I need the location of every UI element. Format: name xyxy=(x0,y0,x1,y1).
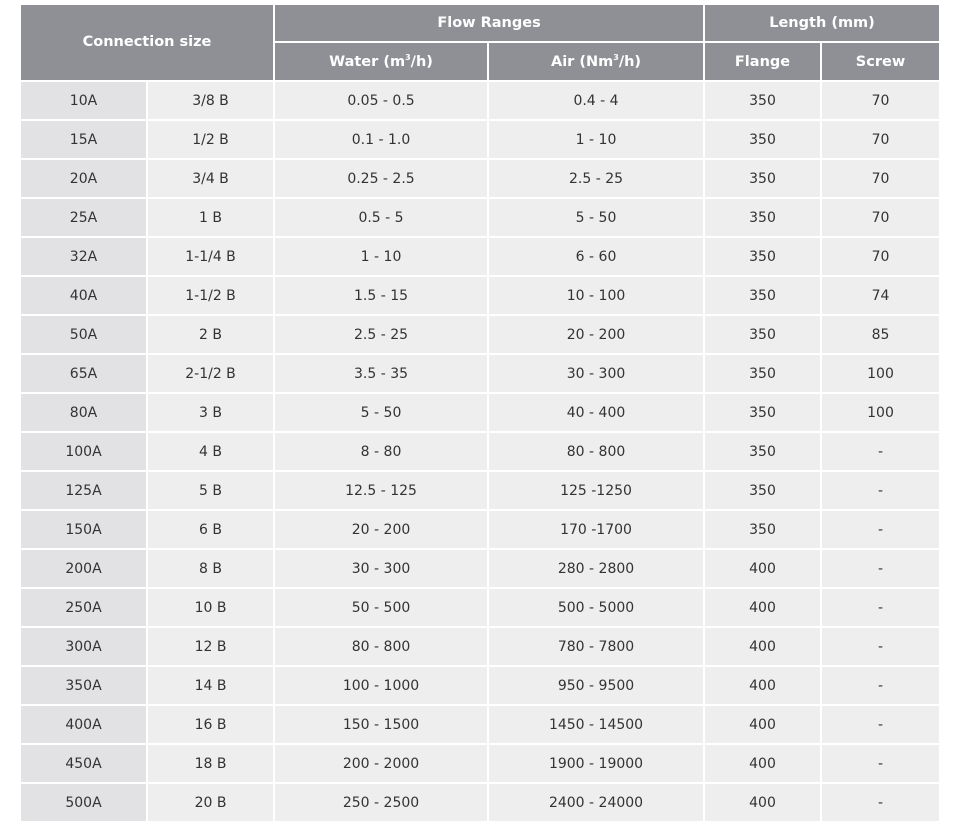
air-flow-cell: 0.4 - 4 xyxy=(489,82,705,121)
flange-length-cell: 400 xyxy=(705,628,822,667)
metric-size-cell: 150A xyxy=(21,511,148,550)
table-row xyxy=(21,784,939,821)
table-body xyxy=(21,82,939,821)
metric-size-cell: 250A xyxy=(21,589,148,628)
inch-size-cell: 4 B xyxy=(148,433,275,472)
table-row xyxy=(21,433,939,472)
flange-length-cell: 400 xyxy=(705,550,822,589)
screw-length-cell: - xyxy=(822,472,939,511)
water-label: Water (m xyxy=(329,53,406,70)
inch-size-cell: 12 B xyxy=(148,628,275,667)
water-unit: /h) xyxy=(410,53,433,70)
flange-length-cell: 400 xyxy=(705,706,822,745)
screw-length-cell: 100 xyxy=(822,355,939,394)
air-flow-cell: 1450 - 14500 xyxy=(489,706,705,745)
table-row xyxy=(21,199,939,238)
flange-length-cell: 400 xyxy=(705,667,822,706)
air-flow-cell: 780 - 7800 xyxy=(489,628,705,667)
table-row xyxy=(21,238,939,277)
inch-size-cell: 18 B xyxy=(148,745,275,784)
air-flow-cell: 40 - 400 xyxy=(489,394,705,433)
screw-length-cell: - xyxy=(822,706,939,745)
table-row xyxy=(21,394,939,433)
screw-length-cell: - xyxy=(822,667,939,706)
flange-length-cell: 350 xyxy=(705,394,822,433)
metric-size-cell: 32A xyxy=(21,238,148,277)
metric-size-cell: 200A xyxy=(21,550,148,589)
water-flow-cell: 0.5 - 5 xyxy=(275,199,489,238)
flange-length-cell: 350 xyxy=(705,82,822,121)
metric-size-cell: 500A xyxy=(21,784,148,821)
table-row xyxy=(21,667,939,706)
water-flow-cell: 200 - 2000 xyxy=(275,745,489,784)
screw-length-cell: 70 xyxy=(822,199,939,238)
inch-size-cell: 1-1/4 B xyxy=(148,238,275,277)
table-row xyxy=(21,589,939,628)
metric-size-cell: 450A xyxy=(21,745,148,784)
metric-size-cell: 300A xyxy=(21,628,148,667)
connection-size-header: Connection size xyxy=(21,5,275,82)
inch-size-cell: 3/4 B xyxy=(148,160,275,199)
metric-size-cell: 10A xyxy=(21,82,148,121)
flange-length-cell: 350 xyxy=(705,160,822,199)
air-flow-cell: 2.5 - 25 xyxy=(489,160,705,199)
screw-length-cell: 70 xyxy=(822,160,939,199)
water-flow-cell: 3.5 - 35 xyxy=(275,355,489,394)
flange-length-cell: 400 xyxy=(705,745,822,784)
air-flow-cell: 950 - 9500 xyxy=(489,667,705,706)
air-flow-cell: 2400 - 24000 xyxy=(489,784,705,821)
screw-header: Screw xyxy=(822,43,939,82)
inch-size-cell: 1/2 B xyxy=(148,121,275,160)
inch-size-cell: 2 B xyxy=(148,316,275,355)
air-label: Air (Nm xyxy=(550,53,614,70)
inch-size-cell: 14 B xyxy=(148,667,275,706)
water-exponent: 3 xyxy=(405,52,411,62)
flange-length-cell: 350 xyxy=(705,472,822,511)
screw-length-cell: 70 xyxy=(822,82,939,121)
metric-size-cell: 80A xyxy=(21,394,148,433)
inch-size-cell: 3 B xyxy=(148,394,275,433)
air-flow-cell: 170 -1700 xyxy=(489,511,705,550)
table-row xyxy=(21,277,939,316)
metric-size-cell: 400A xyxy=(21,706,148,745)
water-flow-cell: 2.5 - 25 xyxy=(275,316,489,355)
flange-length-cell: 400 xyxy=(705,784,822,821)
water-flow-cell: 0.25 - 2.5 xyxy=(275,160,489,199)
screw-length-cell: 70 xyxy=(822,238,939,277)
water-flow-cell: 80 - 800 xyxy=(275,628,489,667)
air-exponent: 3 xyxy=(613,52,619,62)
flange-length-cell: 400 xyxy=(705,589,822,628)
air-flow-cell: 280 - 2800 xyxy=(489,550,705,589)
water-flow-cell: 50 - 500 xyxy=(275,589,489,628)
flange-length-cell: 350 xyxy=(705,199,822,238)
inch-size-cell: 10 B xyxy=(148,589,275,628)
air-flow-cell: 125 -1250 xyxy=(489,472,705,511)
air-flow-cell: 500 - 5000 xyxy=(489,589,705,628)
water-flow-cell: 250 - 2500 xyxy=(275,784,489,821)
screw-length-cell: - xyxy=(822,628,939,667)
air-flow-cell: 6 - 60 xyxy=(489,238,705,277)
screw-length-cell: 74 xyxy=(822,277,939,316)
length-header: Length (mm) xyxy=(705,5,939,43)
screw-length-cell: - xyxy=(822,589,939,628)
metric-size-cell: 50A xyxy=(21,316,148,355)
air-flow-cell: 20 - 200 xyxy=(489,316,705,355)
inch-size-cell: 5 B xyxy=(148,472,275,511)
metric-size-cell: 125A xyxy=(21,472,148,511)
air-flow-cell: 5 - 50 xyxy=(489,199,705,238)
table-row xyxy=(21,706,939,745)
water-flow-cell: 5 - 50 xyxy=(275,394,489,433)
air-flow-cell: 10 - 100 xyxy=(489,277,705,316)
water-flow-cell: 0.05 - 0.5 xyxy=(275,82,489,121)
table-row xyxy=(21,511,939,550)
table-row xyxy=(21,316,939,355)
water-flow-cell: 8 - 80 xyxy=(275,433,489,472)
screw-length-cell: - xyxy=(822,784,939,821)
flow-spec-table xyxy=(21,5,939,821)
table-row xyxy=(21,82,939,121)
inch-size-cell: 2-1/2 B xyxy=(148,355,275,394)
inch-size-cell: 1 B xyxy=(148,199,275,238)
screw-length-cell: - xyxy=(822,550,939,589)
water-flow-cell: 12.5 - 125 xyxy=(275,472,489,511)
air-flow-cell: 30 - 300 xyxy=(489,355,705,394)
air-flow-cell: 1900 - 19000 xyxy=(489,745,705,784)
flange-length-cell: 350 xyxy=(705,355,822,394)
flange-header: Flange xyxy=(705,43,822,82)
flange-length-cell: 350 xyxy=(705,277,822,316)
table-row xyxy=(21,355,939,394)
screw-length-cell: 70 xyxy=(822,121,939,160)
metric-size-cell: 65A xyxy=(21,355,148,394)
flow-ranges-header: Flow Ranges xyxy=(275,5,705,43)
screw-length-cell: - xyxy=(822,433,939,472)
water-flow-cell: 20 - 200 xyxy=(275,511,489,550)
table-row xyxy=(21,472,939,511)
air-header xyxy=(489,43,705,82)
flange-length-cell: 350 xyxy=(705,433,822,472)
water-flow-cell: 100 - 1000 xyxy=(275,667,489,706)
metric-size-cell: 100A xyxy=(21,433,148,472)
inch-size-cell: 1-1/2 B xyxy=(148,277,275,316)
screw-length-cell: - xyxy=(822,511,939,550)
air-unit: /h) xyxy=(618,53,642,70)
metric-size-cell: 350A xyxy=(21,667,148,706)
table-row xyxy=(21,550,939,589)
screw-length-cell: - xyxy=(822,745,939,784)
water-header xyxy=(275,43,489,82)
metric-size-cell: 15A xyxy=(21,121,148,160)
water-flow-cell: 30 - 300 xyxy=(275,550,489,589)
table-row xyxy=(21,160,939,199)
header-row-top xyxy=(21,5,939,43)
flange-length-cell: 350 xyxy=(705,511,822,550)
air-flow-cell: 1 - 10 xyxy=(489,121,705,160)
metric-size-cell: 40A xyxy=(21,277,148,316)
screw-length-cell: 100 xyxy=(822,394,939,433)
table-row xyxy=(21,121,939,160)
metric-size-cell: 25A xyxy=(21,199,148,238)
table-row xyxy=(21,745,939,784)
flange-length-cell: 350 xyxy=(705,121,822,160)
flange-length-cell: 350 xyxy=(705,316,822,355)
water-flow-cell: 150 - 1500 xyxy=(275,706,489,745)
screw-length-cell: 85 xyxy=(822,316,939,355)
inch-size-cell: 3/8 B xyxy=(148,82,275,121)
flange-length-cell: 350 xyxy=(705,238,822,277)
water-flow-cell: 1.5 - 15 xyxy=(275,277,489,316)
water-flow-cell: 1 - 10 xyxy=(275,238,489,277)
inch-size-cell: 8 B xyxy=(148,550,275,589)
table-row xyxy=(21,628,939,667)
water-flow-cell: 0.1 - 1.0 xyxy=(275,121,489,160)
inch-size-cell: 6 B xyxy=(148,511,275,550)
air-flow-cell: 80 - 800 xyxy=(489,433,705,472)
inch-size-cell: 20 B xyxy=(148,784,275,821)
metric-size-cell: 20A xyxy=(21,160,148,199)
inch-size-cell: 16 B xyxy=(148,706,275,745)
table-header xyxy=(21,5,939,82)
